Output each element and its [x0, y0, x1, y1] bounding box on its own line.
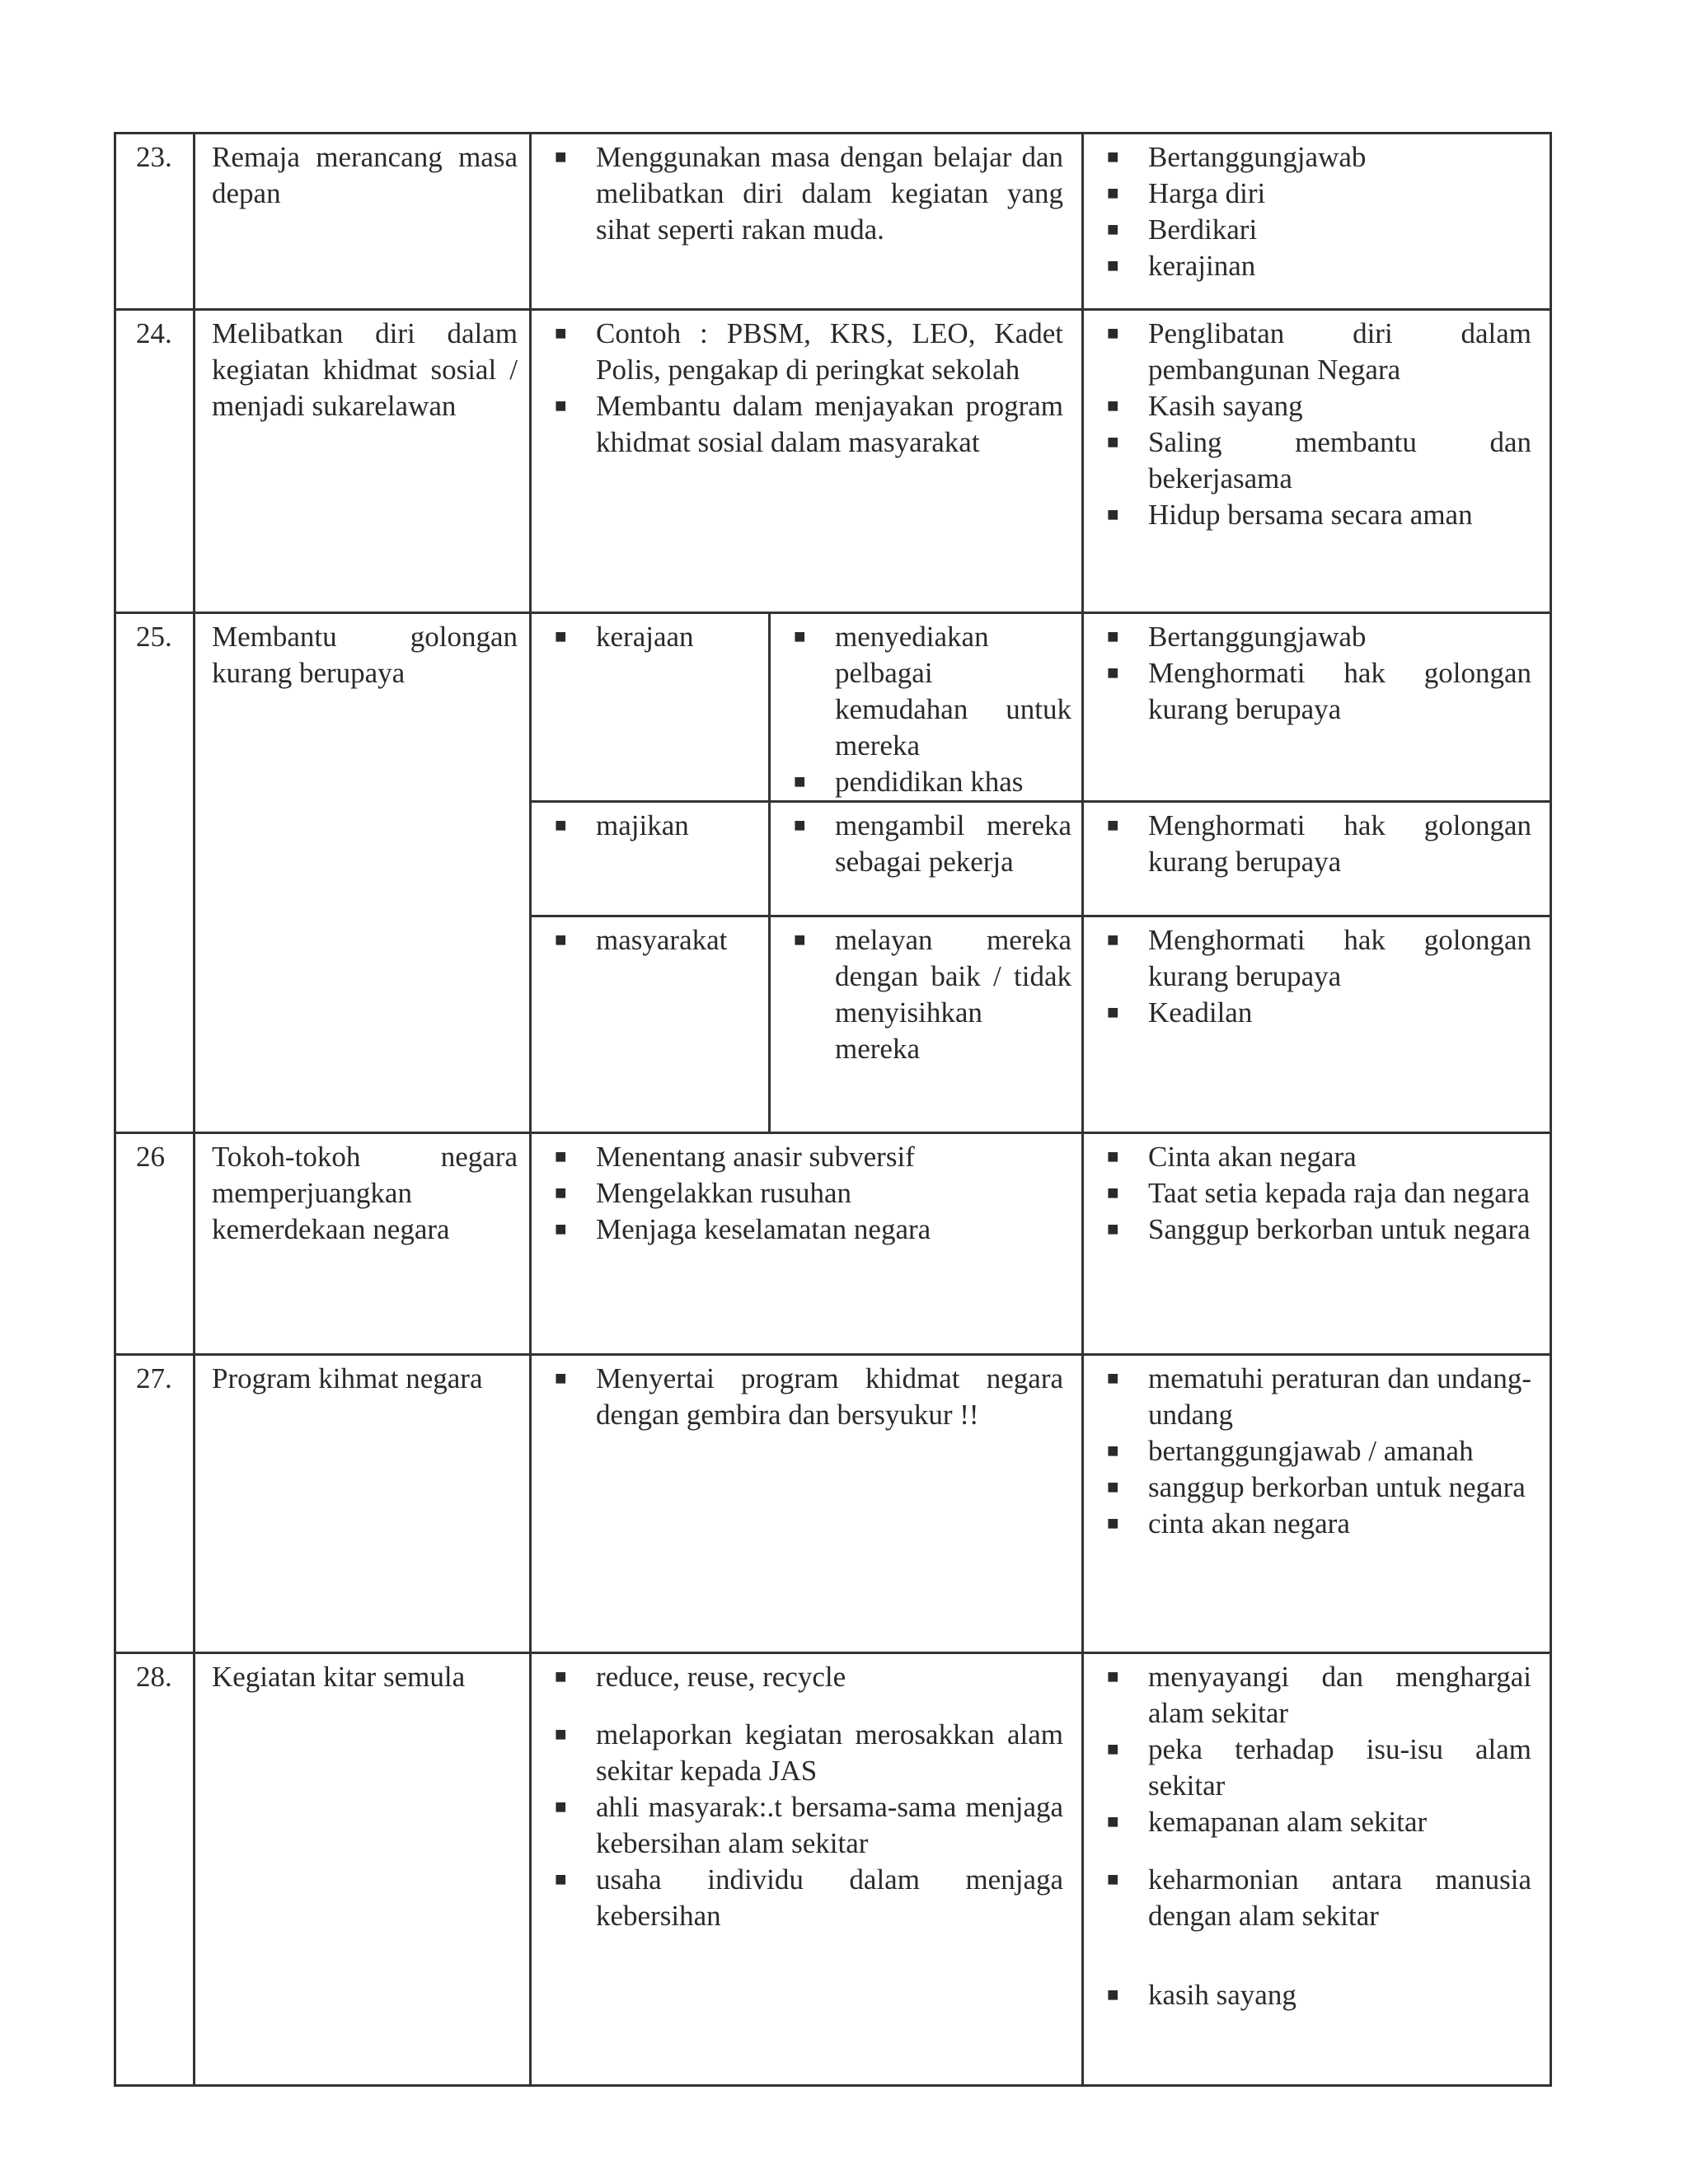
bullet-icon: ■ [794, 815, 806, 837]
table-row [115, 1653, 1551, 2086]
row-number: 25. [115, 613, 195, 1133]
row-number: 28. [115, 1653, 195, 2086]
list-item: ■ ahli masyarak:.t bersama-sama menjaga kebersihan alam sekitar [555, 1791, 1064, 1859]
list-item: ■ menyediakan pelbagai kemudahan untuk mereka [794, 621, 1072, 762]
bullet-icon: ■ [1107, 1219, 1119, 1240]
activities-cell [531, 134, 1083, 310]
bullet-icon: ■ [1107, 1441, 1119, 1462]
bullet-icon: ■ [1107, 1513, 1119, 1535]
list-item: ■ Menghormati hak golongan kurang berupaya [1107, 809, 1532, 878]
bullet-icon: ■ [555, 1368, 567, 1390]
row-number: 24. [115, 310, 195, 613]
bullet-icon: ■ [1107, 1811, 1119, 1833]
list-item: ■ mematuhi peraturan dan undang-undang [1107, 1362, 1532, 1431]
bullet-icon: ■ [555, 1724, 567, 1746]
list-item: ■ Menghormati hak golongan kurang berupaya [1107, 657, 1532, 725]
bullet-icon: ■ [1107, 1985, 1119, 2006]
list-item: ■ Berdikari [1084, 212, 1531, 248]
list-item: ■ Menentang anasir subversif [532, 1139, 1063, 1175]
group-actions-cell [770, 916, 1083, 1133]
activities-cell [531, 310, 1083, 613]
row-topic: Tokoh-tokoh negara memperjuangkan kemerdekaan negara [195, 1133, 531, 1355]
bullet-icon: ■ [1107, 219, 1119, 241]
list-item: ■ Menjaga keselamatan negara [532, 1212, 1063, 1248]
list-item: ■ melayan mereka dengan baik / tidak menyisihkan mereka [794, 924, 1072, 1065]
list-item: ■ sanggup berkorban untuk negara [1084, 1469, 1531, 1506]
bullet-icon: ■ [1107, 930, 1119, 951]
row-topic: Program kihmat negara [195, 1355, 531, 1653]
bullet-icon: ■ [555, 147, 567, 168]
list-item: ■ masyarakat [532, 922, 758, 958]
list-item: ■ Harga diri [1084, 176, 1531, 212]
table-row [115, 310, 1551, 613]
list-item: ■ kerajinan [1084, 248, 1531, 284]
list-item: ■ bertanggungjawab / amanah [1084, 1433, 1531, 1469]
list-item: ■ cinta akan negara [1084, 1506, 1531, 1542]
list-item: ■ Bertanggungjawab [1084, 619, 1531, 655]
list-item: ■ Membantu dalam menjayakan program khidmat sosial dalam masyarakat [555, 390, 1064, 458]
list-item: ■ peka terhadap isu-isu alam sekitar [1107, 1733, 1532, 1802]
bullet-icon: ■ [555, 930, 567, 951]
bullet-icon: ■ [1107, 663, 1119, 684]
values-cell [1083, 310, 1551, 613]
values-cell [1083, 802, 1551, 916]
list-item: ■ kasih sayang [1084, 1977, 1531, 2013]
group-actions-cell [770, 613, 1083, 802]
list-item: ■ Penglibatan diri dalam pembangunan Negara [1107, 317, 1532, 386]
bullet-icon: ■ [1107, 626, 1119, 648]
list-item: ■ Sanggup berkorban untuk negara [1084, 1212, 1531, 1248]
bullet-icon: ■ [1107, 323, 1119, 344]
spacer [1084, 1934, 1531, 1956]
bullet-icon: ■ [1107, 1002, 1119, 1024]
bullet-icon: ■ [1107, 815, 1119, 837]
bullet-icon: ■ [555, 1146, 567, 1168]
group-actions-cell [770, 802, 1083, 916]
bullet-icon: ■ [1107, 183, 1119, 204]
row-number: 26 [115, 1133, 195, 1355]
bullet-icon: ■ [555, 815, 567, 837]
table-row [115, 613, 1551, 802]
group-cell [531, 916, 770, 1133]
list-item: ■ pendidikan khas [771, 764, 1071, 800]
bullet-icon: ■ [555, 1797, 567, 1818]
bullet-icon: ■ [1107, 1146, 1119, 1168]
bullet-icon: ■ [1107, 1477, 1119, 1498]
activities-cell [531, 1653, 1083, 2086]
row-topic: Membantu golongan kurang berupaya [195, 613, 531, 1133]
bullet-icon: ■ [1107, 1666, 1119, 1688]
row-number: 27. [115, 1355, 195, 1653]
values-cell [1083, 916, 1551, 1133]
spacer [1084, 1840, 1531, 1862]
row-topic: Remaja merancang masa depan [195, 134, 531, 310]
bullet-icon: ■ [555, 1183, 567, 1204]
list-item: ■ melaporkan kegiatan merosakkan alam sekitar kepada JAS [555, 1718, 1064, 1787]
spacer [1084, 1956, 1531, 1977]
list-item: ■ reduce, reuse, recycle [532, 1659, 1063, 1695]
values-cell [1083, 613, 1551, 802]
table-row [115, 1133, 1551, 1355]
list-item: ■ Menyertai program khidmat negara dengan gembira dan bersyukur !! [555, 1362, 1064, 1431]
row-number: 23. [115, 134, 195, 310]
list-item: ■ Bertanggungjawab [1084, 139, 1531, 176]
bullet-icon: ■ [555, 1869, 567, 1891]
list-item: ■ kerajaan [532, 619, 758, 655]
bullet-icon: ■ [1107, 396, 1119, 417]
list-item: ■ Cinta akan negara [1084, 1139, 1531, 1175]
spacer [532, 1695, 1063, 1717]
list-item: ■ mengambil mereka sebagai pekerja [794, 809, 1072, 878]
list-item: ■ majikan [532, 808, 758, 844]
bullet-icon: ■ [555, 323, 567, 344]
list-item: ■ Menghormati hak golongan kurang berupaya [1107, 924, 1532, 992]
group-cell [531, 802, 770, 916]
bullet-icon: ■ [555, 1666, 567, 1688]
bullet-icon: ■ [1107, 1183, 1119, 1204]
list-item: ■ Saling membantu dan bekerjasama [1107, 426, 1532, 494]
list-item: ■ Hidup bersama secara aman [1084, 497, 1531, 533]
values-cell [1083, 1653, 1551, 2086]
activities-cell [531, 1133, 1083, 1355]
bullet-icon: ■ [1107, 1869, 1119, 1891]
bullet-icon: ■ [555, 626, 567, 648]
list-item: ■ kemapanan alam sekitar [1084, 1804, 1531, 1840]
bullet-icon: ■ [1107, 147, 1119, 168]
group-cell [531, 613, 770, 802]
values-cell [1083, 1133, 1551, 1355]
list-item: ■ Keadilan [1084, 995, 1531, 1031]
list-item: ■ Taat setia kepada raja dan negara [1084, 1175, 1531, 1212]
table-row [115, 134, 1551, 310]
activities-cell [531, 1355, 1083, 1653]
values-table [114, 132, 1552, 2087]
list-item: ■ Mengelakkan rusuhan [532, 1175, 1063, 1212]
bullet-icon: ■ [1107, 432, 1119, 453]
row-topic: Kegiatan kitar semula [195, 1653, 531, 2086]
bullet-icon: ■ [794, 771, 806, 793]
list-item: ■ keharmonian antara manusia dengan alam sekitar [1107, 1863, 1532, 1932]
bullet-icon: ■ [1107, 1739, 1119, 1760]
list-item: ■ Contoh : PBSM, KRS, LEO, Kadet Polis, pengakap di peringkat sekolah [555, 317, 1064, 386]
values-cell [1083, 134, 1551, 310]
bullet-icon: ■ [1107, 1368, 1119, 1390]
list-item: ■ usaha individu dalam menjaga kebersihan [555, 1863, 1064, 1932]
list-item: ■ Menggunakan masa dengan belajar dan melibatkan diri dalam kegiatan yang sihat seperti rakan muda. [555, 141, 1064, 246]
values-cell [1083, 1355, 1551, 1653]
bullet-icon: ■ [1107, 255, 1119, 277]
list-item: ■ menyayangi dan menghargai alam sekitar [1107, 1661, 1532, 1729]
bullet-icon: ■ [794, 930, 806, 951]
row-topic: Melibatkan diri dalam kegiatan khidmat sosial / menjadi sukarelawan [195, 310, 531, 613]
table-row [115, 1355, 1551, 1653]
bullet-icon: ■ [794, 626, 806, 648]
bullet-icon: ■ [555, 396, 567, 417]
list-item: ■ Kasih sayang [1084, 388, 1531, 424]
bullet-icon: ■ [1107, 504, 1119, 526]
bullet-icon: ■ [555, 1219, 567, 1240]
